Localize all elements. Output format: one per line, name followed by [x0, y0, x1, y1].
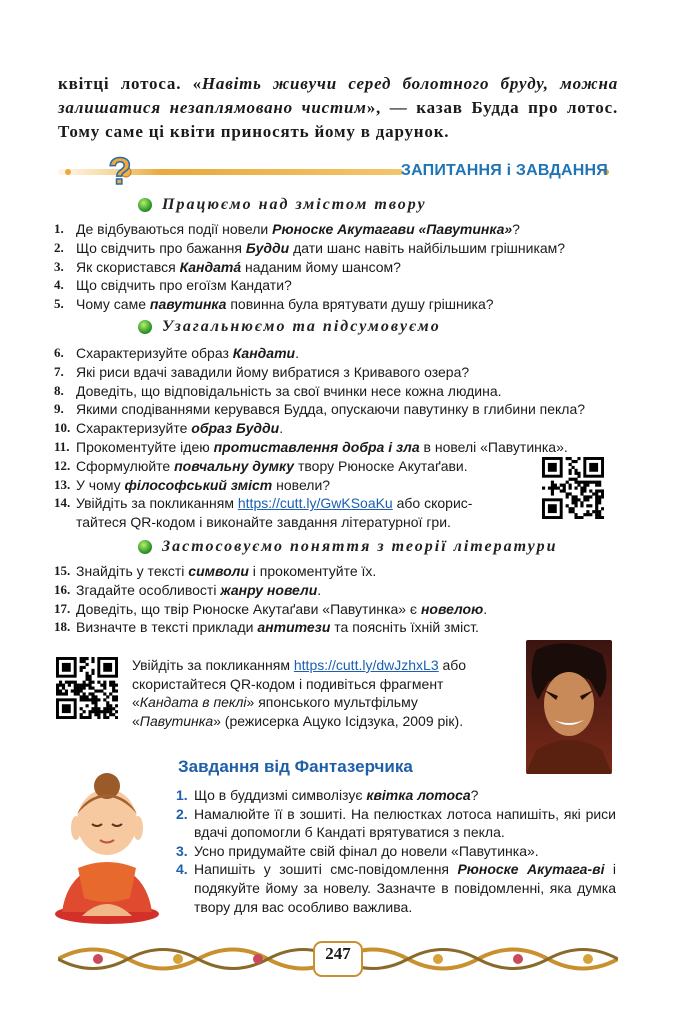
list-item: 4. Що свідчить про егоїзм Кандати? [54, 277, 292, 294]
fantazer-list [176, 786, 616, 916]
section-bullet-icon [138, 320, 152, 334]
list-item: 15. Знайдіть у тексті символи і прокоментуйте їх. [54, 563, 377, 579]
section1-list [54, 220, 565, 314]
list-item: 5. Чому саме павутинка повинна була врятувати душу грішника? [54, 296, 494, 313]
qr-code-icon[interactable] [56, 657, 118, 719]
list-item: 2. Намалюйте її в зошиті. На пелюстках лотоса напишіть, які риси вдачі допомогли б Кандаті врятуватися з пекла. [176, 805, 616, 841]
intro-text-1: квітці лотоса. « [58, 74, 202, 93]
list-item: 3. Як скористався Кандата́ наданим йому шансом? [54, 258, 401, 275]
list-item: 1. Де відбуваються події новели Рюноске Акутагави «Павутинка»? [54, 221, 520, 237]
list-item: 10. Схарактеризуйте образ Будди. [54, 420, 284, 437]
list-item: 14. Увійдіть за покликанням https://cutt.ly/GwKSoaKu або скорис- [54, 495, 473, 512]
qr-code-icon[interactable] [542, 457, 604, 519]
list-item: 4. Напишіть у зошиті смс-повідомлення Рюноске Акутага-ві і подякуйте йому за новелу. Зазначте в повідомленні, яка думка твору для вас особливо важлива. [176, 861, 616, 915]
game-link[interactable]: https://cutt.ly/GwKSoaKu [237, 495, 393, 512]
list-item: 18. Визначте в тексті приклади антитези та поясніть їхній зміст. [54, 619, 479, 636]
questions-header-bar [58, 152, 618, 192]
section3-list [54, 562, 487, 637]
buddha-quote: Навіть живучи серед болотного бруду, можна залишатися незаплямовано чистим [58, 74, 618, 117]
video-link[interactable]: https://cutt.ly/dwJzhxL3 [293, 657, 439, 673]
section-bullet-icon [138, 540, 152, 554]
section2-title: Узагальнюємо та підсумовуємо [162, 318, 441, 335]
list-item: 11. Прокоментуйте ідею протиставлення добра і зла в новелі «Павутинка». [54, 438, 568, 455]
list-item: 17. Доведіть, що твір Рюноске Акутаґави «Павутинка» є новелою. [54, 600, 488, 617]
buddha-illustration [48, 766, 166, 926]
list-item: 7. Які риси вдачі завадили йому вибратися з Кривавого озера? [54, 363, 470, 380]
section1-title: Працюємо над змістом твору [162, 196, 427, 213]
list-item-continuation: тайтеся QR-кодом і виконайте завдання літературної гри. [76, 514, 451, 531]
intro-paragraph [58, 72, 618, 144]
list-item: 13. У чому філософський зміст новели? [54, 476, 331, 493]
list-item: 2. Що свідчить про бажання Будди дати шанс навіть найбільшим грішникам? [54, 239, 566, 256]
page-number: 247 [325, 944, 351, 963]
svg-text:?: ? [108, 151, 132, 192]
section2-list [54, 344, 585, 532]
list-item: 1. Що в буддизмі символізує квітка лотоса? [176, 787, 479, 803]
intro-text-2: », — казав Будда про лотос. Тому саме ці квіти приносять йому в дарунок. [58, 98, 618, 141]
list-item: 8. Доведіть, що відповідальність за свої вчинки несе кожна людина. [54, 382, 502, 399]
list-item: 6. Схарактеризуйте образ Кандати. [54, 345, 299, 361]
video-instruction: Увійдіть за покликанням https://cutt.ly/dwJzhxL3 або скористайтеся QR-кодом і подивіться фрагмент «Кандата в пеклі» японського мультфільму «Павутинка» (режисерка Ацуко Ісідзука, 2009 рік). [132, 657, 467, 729]
list-item: 3. Усно придумайте свій фінал до новели «Павутинка». [176, 842, 539, 859]
question-mark-icon [102, 150, 138, 192]
questions-header-title: ЗАПИТАННЯ і ЗАВДАННЯ [400, 162, 608, 179]
fantazer-title: Завдання від Фантазерчика [178, 757, 413, 776]
kandata-anime-image [526, 640, 612, 774]
list-item: 16. Згадайте особливості жанру новели. [54, 581, 322, 598]
list-item: 9. Якими сподіваннями керувався Будда, опускаючи павутинку в глибини пекла? [54, 401, 586, 418]
list-item: 12. Сформулюйте повчальну думку твору Рюноске Акутаґави. [54, 457, 468, 474]
section3-title: Застосовуємо поняття з теорії літератури [162, 538, 558, 555]
section-bullet-icon [138, 198, 152, 212]
